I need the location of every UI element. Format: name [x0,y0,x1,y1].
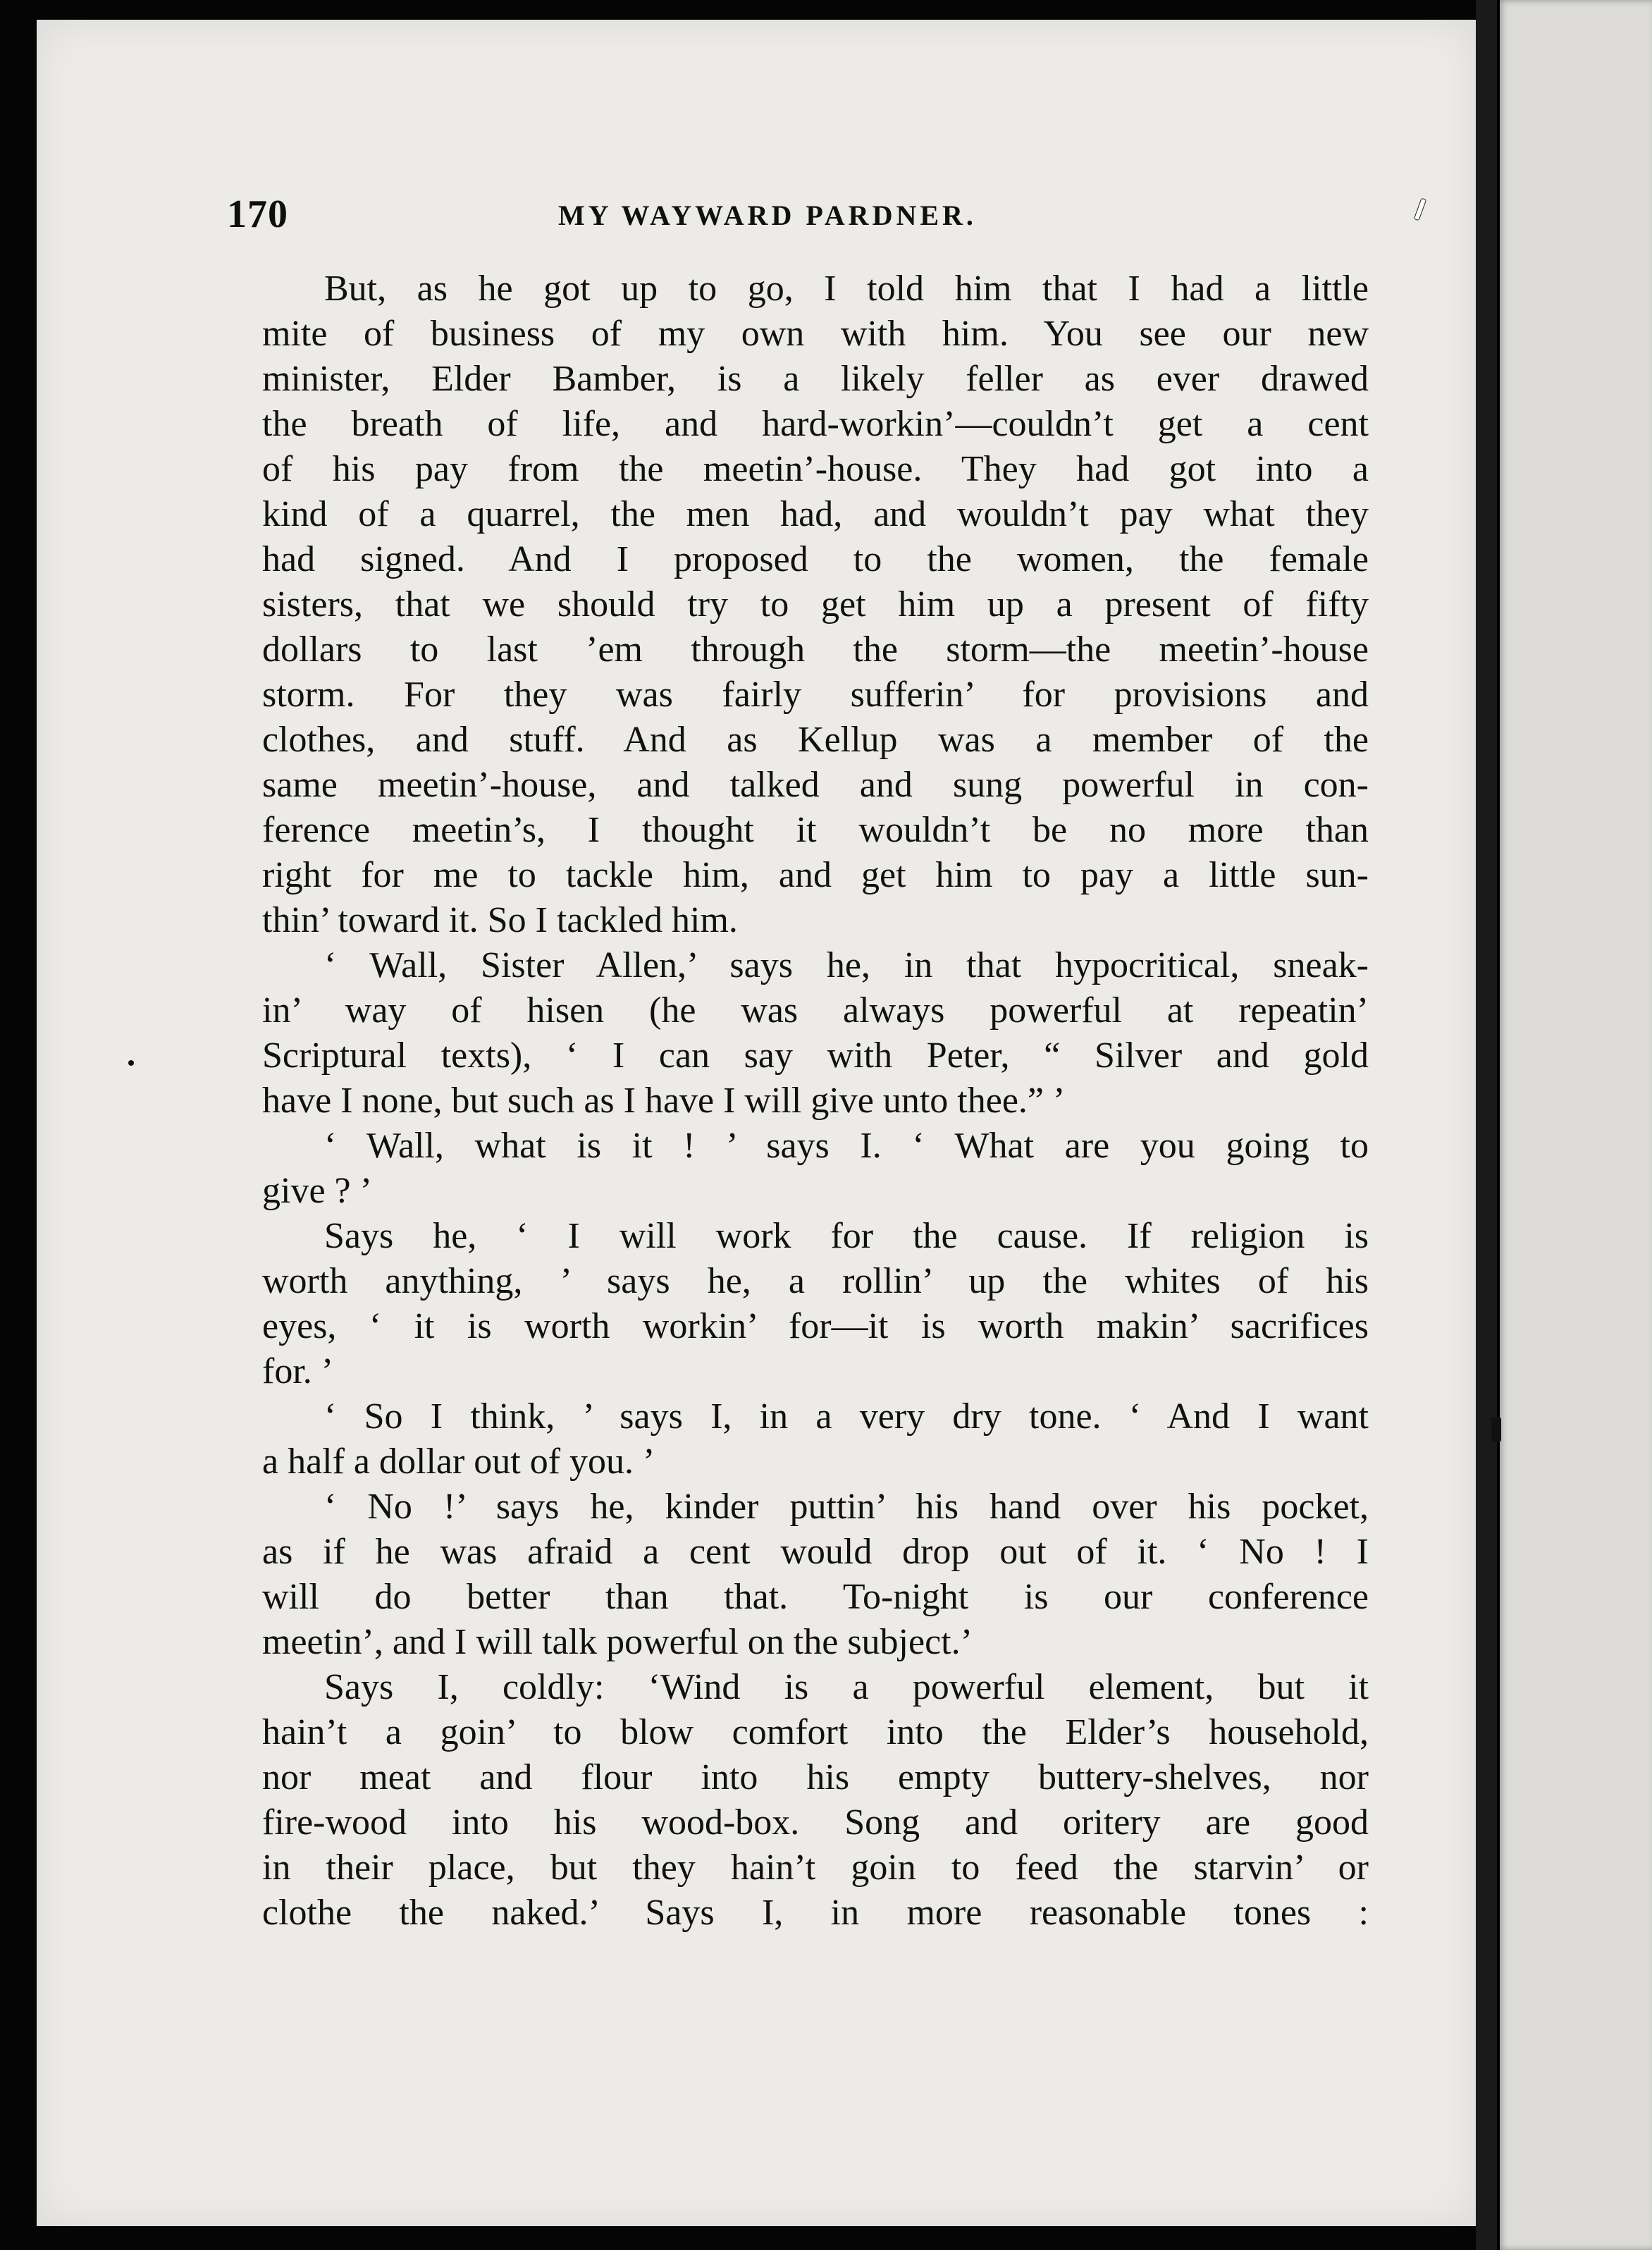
text-line: meetin’, and I will talk powerful on the subject.’ [262,1622,973,1662]
body-text [262,266,1369,1936]
page-number: 170 [227,192,288,236]
book-page [37,20,1476,2226]
page-gutter [1476,0,1497,2250]
text-line: for. ’ [262,1351,334,1391]
text-line: clothe the naked.’ Says I, in more reasonable tones : [262,1893,1369,1933]
text-line: ‘ No !’ says he, kinder puttin’ his hand over his pocket, [324,1487,1369,1527]
text-line: eyes, ‘ it is worth workin’ for—it is worth makin’ sacrifices [262,1306,1369,1346]
text-line: Says I, coldly: ‘Wind is a powerful element, but it [324,1667,1369,1707]
running-head [37,192,1476,248]
text-line: as if he was afraid a cent would drop out of it. ‘ No ! I [262,1532,1369,1572]
text-line: nor meat and flour into his empty buttery-shelves, nor [262,1757,1369,1797]
text-line: hain’t a goin’ to blow comfort into the Elder’s household, [262,1712,1369,1752]
text-line: fire-wood into his wood-box. Song and oritery are good [262,1802,1369,1843]
text-line: give ? ’ [262,1171,372,1211]
ink-speck [128,1060,134,1066]
text-line: thin’ toward it. So I tackled him. [262,900,738,940]
text-line: minister, Elder Bamber, is a likely feller as ever drawed [262,359,1369,399]
text-line: worth anything, ’ says he, a rollin’ up the whites of his [262,1261,1369,1301]
text-line: sisters, that we should try to get him up a present of fifty [262,584,1369,625]
text-line: will do better than that. To-night is our conference [262,1577,1369,1617]
text-line: ‘ So I think, ’ says I, in a very dry tone. ‘ And I want [324,1396,1369,1437]
text-line: in’ way of hisen (he was always powerful at repeatin’ [262,990,1369,1031]
text-line: had signed. And I proposed to the women, the female [262,539,1369,579]
text-line: dollars to last ’em through the storm—the meetin’-house [262,629,1369,670]
text-line: ‘ Wall, Sister Allen,’ says he, in that hypocritical, sneak- [324,945,1369,985]
facing-page-rule [1497,0,1500,2250]
text-line: ‘ Wall, what is it ! ’ says I. ‘ What are you going to [324,1126,1369,1166]
text-line: kind of a quarrel, the men had, and wouldn’t pay what they [262,494,1369,534]
text-line: storm. For they was fairly sufferin’ for provisions and [262,675,1369,715]
text-line: But, as he got up to go, I told him that I had a little [324,269,1369,309]
text-line: Says he, ‘ I will work for the cause. If religion is [324,1216,1369,1256]
facing-page-edge [1497,0,1652,2250]
text-line: in their place, but they hain’t goin to feed the starvin’ or [262,1848,1369,1888]
text-line: a half a dollar out of you. ’ [262,1441,655,1482]
text-line: mite of business of my own with him. You see our new [262,314,1369,354]
text-line: right for me to tackle him, and get him to pay a little sun- [262,855,1369,895]
text-line: have I none, but such as I have I will give unto thee.” ’ [262,1081,1066,1121]
text-line: ference meetin’s, I thought it wouldn’t be no more than [262,810,1369,850]
text-line: the breath of life, and hard-workin’—couldn’t get a cent [262,404,1369,444]
binding-mark [1491,1417,1501,1442]
text-line: clothes, and stuff. And as Kellup was a member of the [262,720,1369,760]
text-line: same meetin’-house, and talked and sung powerful in con- [262,765,1369,805]
text-line: of his pay from the meetin’-house. They had got into a [262,449,1369,489]
text-line: Scriptural texts), ‘ I can say with Peter, “ Silver and gold [262,1035,1369,1076]
running-title: MY WAYWARD PARDNER. [558,199,977,231]
